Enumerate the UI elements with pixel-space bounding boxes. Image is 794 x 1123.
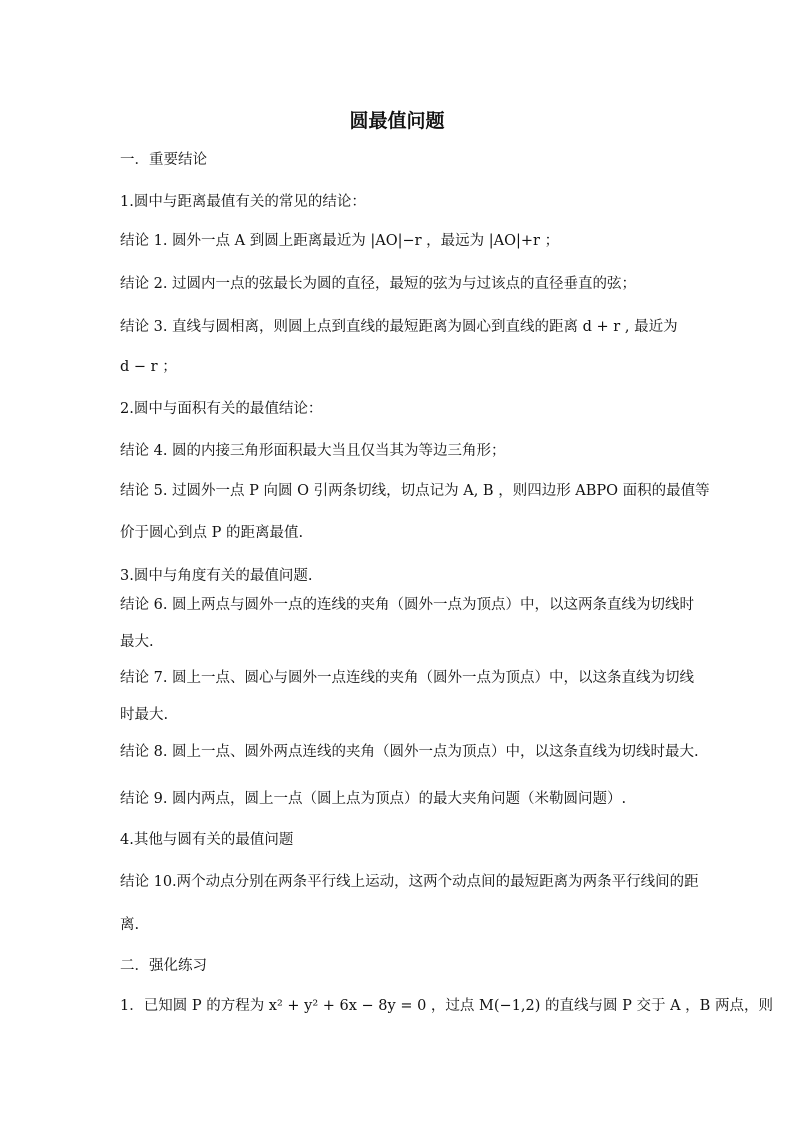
practice-question-1: 1．已知圆 P 的方程为 x² + y² + 6x − 8y = 0 ，过点 M(−1,2) 的直线与圆 P 交于 A ，B 两点，则: [120, 998, 773, 1014]
conclusion-6-line-1: 结论 6. 圆上两点与圆外一点的连线的夹角（圆外一点为顶点）中，以这两条直线为切线时: [120, 597, 695, 613]
conclusion-10-line-2: 离.: [120, 917, 140, 933]
subheading-angle: 3.圆中与角度有关的最值问题.: [120, 568, 313, 584]
conclusion-5-line-1: 结论 5. 过圆外一点 P 向圆 O 引两条切线，切点记为 A, B ，则四边形 ABPO 面积的最值等: [120, 483, 710, 499]
conclusion-4: 结论 4. 圆的内接三角形面积最大当且仅当其为等边三角形；: [120, 443, 506, 459]
section-heading-practice: 二．强化练习: [120, 958, 207, 974]
conclusion-6-line-2: 最大.: [120, 634, 154, 650]
conclusion-3-line-2: d − r ；: [120, 359, 177, 375]
conclusion-8: 结论 8. 圆上一点、圆外两点连线的夹角（圆外一点为顶点）中，以这条直线为切线时最大.: [120, 744, 699, 760]
subheading-other: 4.其他与圆有关的最值问题: [120, 832, 294, 848]
conclusion-1: 结论 1. 圆外一点 A 到圆上距离最近为 |AO|−r ，最远为 |AO|+r ；: [120, 233, 560, 249]
conclusion-9: 结论 9. 圆内两点，圆上一点（圆上点为顶点）的最大夹角问题（米勒圆问题）.: [120, 791, 627, 807]
page-title: 圆最值问题: [349, 110, 445, 132]
conclusion-7-line-1: 结论 7. 圆上一点、圆心与圆外一点连线的夹角（圆外一点为顶点）中，以这条直线为切线: [120, 670, 695, 686]
section-heading-important-conclusions: 一．重要结论: [120, 152, 207, 168]
conclusion-2: 结论 2. 过圆内一点的弦最长为圆的直径，最短的弦为与过该点的直径垂直的弦；: [120, 276, 637, 292]
conclusion-10-line-1: 结论 10.两个动点分别在两条平行线上运动，这两个动点间的最短距离为两条平行线间的距: [120, 874, 699, 890]
conclusion-7-line-2: 时最大.: [120, 707, 169, 723]
conclusion-3-line-1: 结论 3. 直线与圆相离，则圆上点到直线的最短距离为圆心到直线的距离 d + r , 最近为: [120, 319, 678, 335]
conclusion-5-line-2: 价于圆心到点 P 的距离最值.: [120, 525, 304, 541]
subheading-distance: 1.圆中与距离最值有关的常见的结论：: [120, 194, 366, 210]
subheading-area: 2.圆中与面积有关的最值结论：: [120, 401, 323, 417]
